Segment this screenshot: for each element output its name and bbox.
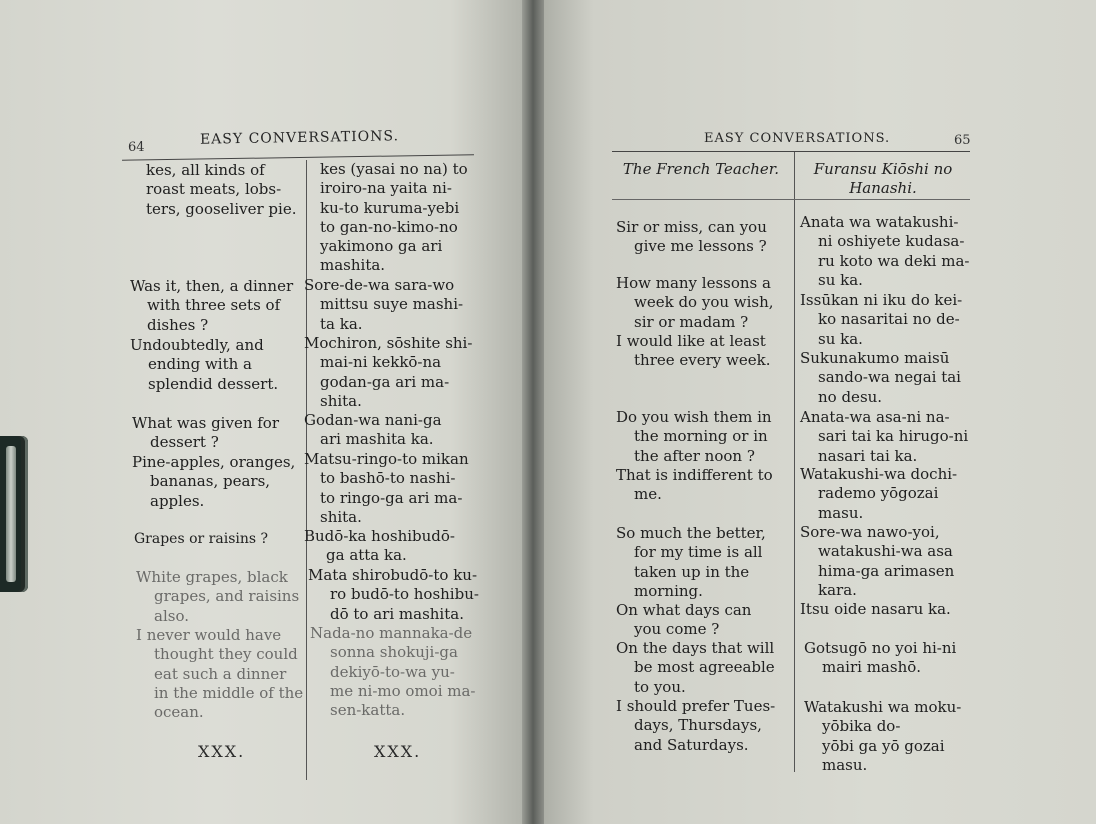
right-japanese-block-1: Anata wa watakushi- ni oshiyete kudasa- ru koto wa deki ma- su ka. bbox=[800, 213, 970, 289]
left-english-block-6: Grapes or raisins ? bbox=[134, 531, 269, 547]
right-japanese-block-9: Watakushi wa moku- yōbika do- yōbi ga yō gozai masu. bbox=[804, 698, 962, 774]
right-english-block-6: So much the better, for my time is all taken up in the morning. bbox=[616, 524, 766, 600]
right-english-block-1: Sir or miss, can you give me lessons ? bbox=[616, 218, 767, 256]
left-english-block-4: What was given for dessert ? bbox=[132, 414, 279, 452]
right-japanese-block-8: Gotsugō no yoi hi-ni mairi mashō. bbox=[804, 639, 957, 677]
right-english-block-9: I should prefer Tues- days, Thursdays, and Saturdays. bbox=[616, 697, 776, 754]
section-mark-right: XXX. bbox=[374, 742, 422, 761]
right-japanese-block-2: Issūkan ni iku do kei- ko nasaritai no de- su ka. bbox=[800, 291, 963, 348]
left-english-block-3: Undoubtedly, and ending with a splendid dessert. bbox=[130, 336, 279, 393]
right-page-number: 65 bbox=[954, 133, 971, 148]
english-column-title: The French Teacher. bbox=[622, 160, 780, 178]
left-japanese-block-3: Mochiron, sōshite shi- mai-ni kekkō-na godan-ga ari ma- shita. bbox=[304, 334, 473, 410]
left-english-block-5: Pine-apples, oranges, bananas, pears, apples. bbox=[132, 453, 296, 510]
right-japanese-block-7: Itsu oide nasaru ka. bbox=[800, 600, 951, 618]
left-japanese-block-5: Matsu-ringo-to mikan to bashō-to nashi- to ringo-ga ari ma- shita. bbox=[304, 450, 469, 526]
left-japanese-block-4: Godan-wa nani-ga ari mashita ka. bbox=[304, 411, 442, 449]
right-japanese-block-3: Sukunakumo maisū sando-wa negai tai no desu. bbox=[800, 349, 961, 406]
right-english-block-2: How many lessons a week do you wish, sir or madam ? bbox=[616, 274, 774, 331]
left-japanese-block-7: Mata shirobudō-to ku- ro budō-to hoshibu- dō to ari mashita. bbox=[308, 566, 479, 623]
left-page-number: 64 bbox=[128, 140, 145, 155]
japanese-column-title: Furansu Kiōshi no Hanashi. bbox=[813, 160, 953, 197]
left-english-block-8: I never would have thought they could eat such a dinner in the middle of the ocean. bbox=[136, 626, 304, 722]
right-english-block-8: On the days that will be most agreeable to you. bbox=[616, 639, 775, 696]
right-english-block-5: That is indifferent to me. bbox=[616, 466, 773, 504]
left-english-block-2: Was it, then, a dinner with three sets of dishes ? bbox=[130, 277, 294, 334]
left-japanese-block-8: Nada-no mannaka-de sonna shokuji-ga dekiyō-to-wa yu- me ni-mo omoi ma- sen-katta. bbox=[310, 624, 476, 720]
right-english-block-3: I would like at least three every week. bbox=[616, 332, 771, 370]
right-english-block-7: On what days can you come ? bbox=[616, 601, 752, 639]
bookmark-clip bbox=[0, 436, 28, 592]
right-japanese-block-6: Sore-wa nawo-yoi, watakushi-wa asa hima-ga arimasen kara. bbox=[800, 523, 955, 599]
right-english-block-4: Do you wish them in the morning or in the after noon ? bbox=[616, 408, 772, 465]
left-japanese-block-2: Sore-de-wa sara-wo mittsu suye mashi- ta ka. bbox=[304, 276, 464, 333]
left-english-block-1: kes, all kinds of roast meats, lobs- ters, gooseliver pie. bbox=[146, 161, 297, 218]
left-running-head: EASY CONVERSATIONS. bbox=[199, 128, 400, 148]
section-mark-left: XXX. bbox=[198, 742, 246, 761]
book-gutter bbox=[522, 0, 544, 824]
right-japanese-block-5: Watakushi-wa dochi- rademo yōgozai masu. bbox=[800, 465, 958, 522]
right-header-rule bbox=[612, 151, 970, 152]
left-japanese-block-6: Budō-ka hoshibudō- ga atta ka. bbox=[304, 527, 455, 565]
right-japanese-block-4: Anata-wa asa-ni na- sari tai ka hirugo-ni nasari tai ka. bbox=[800, 408, 969, 465]
left-english-block-7: White grapes, black grapes, and raisins also. bbox=[136, 568, 300, 625]
title-rule bbox=[612, 199, 970, 200]
bookmark-shine bbox=[6, 446, 16, 582]
right-column-divider bbox=[794, 152, 795, 772]
left-japanese-block-1: kes (yasai no na) to iroiro-na yaita ni- ku-to kuruma-yebi to gan-no-kimo-no yakimono ga ari mashita. bbox=[320, 160, 468, 275]
right-running-head: EASY CONVERSATIONS. bbox=[704, 131, 891, 146]
